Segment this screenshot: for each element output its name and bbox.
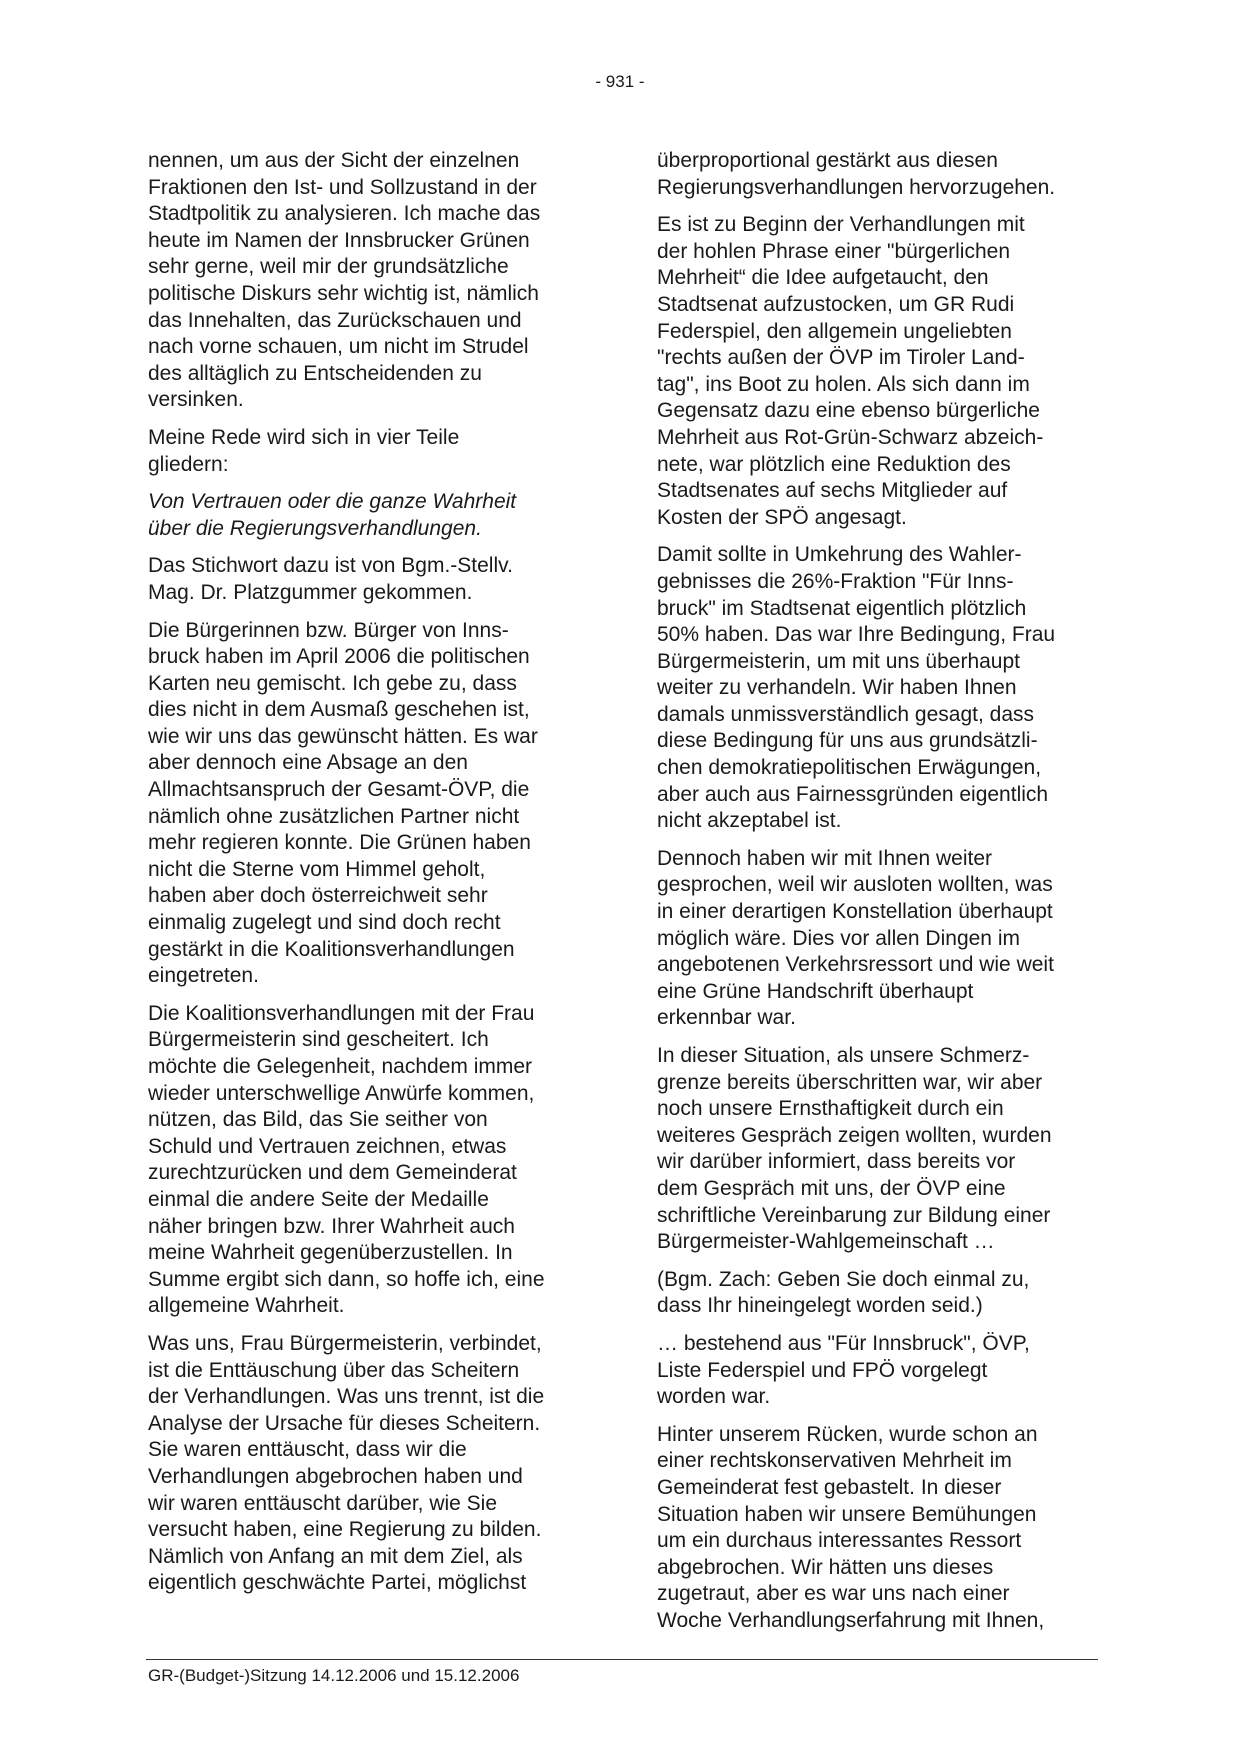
- paragraph: In dieser Situation, als unsere Schmerz- grenze bereits überschritten war, wir aber noch unsere Ernsthaftigkeit durch ein weiteres Gespräch zeigen wollten, wurden wir darüber informiert, dass bereits vor dem Gespräch mit uns, der ÖVP eine schriftliche Vereinbarung zur Bildung einer Bürgermeister-Wahlgemeinschaft …: [657, 1044, 1052, 1254]
- paragraph: Die Bürgerinnen bzw. Bürger von Inns- bruck haben im April 2006 die politischen Karten neu gemischt. Ich gebe zu, dass dies nicht in dem Ausmaß geschehen ist, wie wir uns das gewünscht hätten. Es war aber dennoch eine Absage an den Allmachtsanspruch der Gesamt-ÖVP, die nämlich ohne zusätzlichen Partner nicht mehr regieren konnte. Die Grünen haben nicht die Sterne vom Himmel geholt, haben aber doch österreichweit sehr einmalig zugelegt und sind doch recht gestärkt in die Koalitionsverhandlungen eingetreten.: [148, 618, 538, 988]
- paragraph: Was uns, Frau Bürgermeisterin, verbindet, ist die Enttäuschung über das Scheitern der Verhandlungen. Was uns trennt, ist die Analyse der Ursache für dieses Scheitern. Sie waren enttäuscht, dass wir die Verhandlungen abgebrochen haben und wir waren enttäuscht darüber, wie Sie versucht haben, eine Regierung zu bilden. Nämlich von Anfang an mit dem Ziel, als eigentlich geschwächte Partei, möglichst: [148, 1331, 545, 1595]
- paragraph: Es ist zu Beginn der Verhandlungen mit der hohlen Phrase einer "bürgerlichen Mehrheit“ die Idee aufgetaucht, den Stadtsenat aufzustocken, um GR Rudi Federspiel, den allgemein ungeliebten "rechts außen der ÖVP im Tiroler Land- tag", ins Boot zu holen. Als sich dann im Gegensatz dazu eine ebenso bürgerliche Mehrheit aus Rot-Grün-Schwarz abzeich- nete, war plötzlich eine Reduktion des Stadtsenates auf sechs Mitglieder auf Kosten der SPÖ angesagt.: [657, 213, 1044, 529]
- paragraph: nennen, um aus der Sicht der einzelnen Fraktionen den Ist- und Sollzustand in der Stadtpolitik zu analysieren. Ich mache das heute im Namen der Innsbrucker Grünen sehr gerne, weil mir der grundsätzliche politische Diskurs sehr wichtig ist, nämlich das Innehalten, das Zurückschauen und nach vorne schauen, um nicht im Strudel des alltäglich zu Entscheidenden zu versinken.: [148, 149, 541, 412]
- paragraph: Dennoch haben wir mit Ihnen weiter gesprochen, weil wir ausloten wollten, was in einer derartigen Konstellation überhaupt möglich wäre. Dies vor allen Dingen im angebotenen Verkehrsressort und wie weit eine Grüne Handschrift überhaupt erkennbar war.: [657, 846, 1054, 1030]
- paragraph-italic-heading: Von Vertrauen oder die ganze Wahrheit über die Regierungsverhandlungen.: [148, 490, 517, 540]
- paragraph: Meine Rede wird sich in vier Teile gliedern:: [148, 425, 460, 476]
- paragraph: Damit sollte in Umkehrung des Wahler- gebnisses die 26%-Fraktion "Für Inns- bruck" im Stadtsenat eigentlich plötzlich 50% haben. Das war Ihre Bedingung, Frau Bürgermeisterin, um mit uns überhaupt weiter zu verhandeln. Wir haben Ihnen damals unmissverständlich gesagt, dass diese Bedingung für uns aus grundsätzli- chen demokratiepolitischen Erwägungen, aber auch aus Fairnessgründen eigentlich nicht akzeptabel ist.: [657, 543, 1056, 833]
- page-number: - 931 -: [595, 72, 645, 91]
- footer-session-info: GR-(Budget-)Sitzung 14.12.2006 und 15.12.2006: [148, 1666, 520, 1685]
- paragraph: Hinter unserem Rücken, wurde schon an einer rechtskonservativen Mehrheit im Gemeinderat fest gebastelt. In dieser Situation haben wir unsere Bemühungen um ein durchaus interessantes Ressort abgebrochen. Wir hätten uns dieses zugetraut, aber es war uns nach einer Woche Verhandlungserfahrung mit Ihnen,: [657, 1422, 1045, 1632]
- paragraph: Das Stichwort dazu ist von Bgm.-Stellv. Mag. Dr. Platzgummer gekommen.: [148, 554, 513, 604]
- paragraph: überproportional gestärkt aus diesen Regierungsverhandlungen hervorzugehen.: [657, 149, 1056, 199]
- paragraph: Die Koalitionsverhandlungen mit der Frau Bürgermeisterin sind gescheitert. Ich möchte die Gelegenheit, nachdem immer wieder unterschwellige Anwürfe kommen, nützen, das Bild, das Sie seither von Schuld und Vertrauen zeichnen, etwas zurechtzurücken und dem Gemeinderat einmal die andere Seite der Medaille näher bringen bzw. Ihrer Wahrheit auch meine Wahrheit gegenüberzustellen. In Summe ergibt sich dann, so hoffe ich, eine allgemeine Wahrheit.: [148, 1001, 545, 1318]
- footer-divider: [146, 1659, 1098, 1660]
- interjection: (Bgm. Zach: Geben Sie doch einmal zu, dass Ihr hineingelegt worden seid.): [657, 1267, 1030, 1318]
- paragraph: … bestehend aus "Für Innsbruck", ÖVP, Liste Federspiel und FPÖ vorgelegt worden war.: [657, 1331, 1030, 1409]
- right-column: [657, 148, 1102, 1645]
- left-column: [148, 148, 588, 1608]
